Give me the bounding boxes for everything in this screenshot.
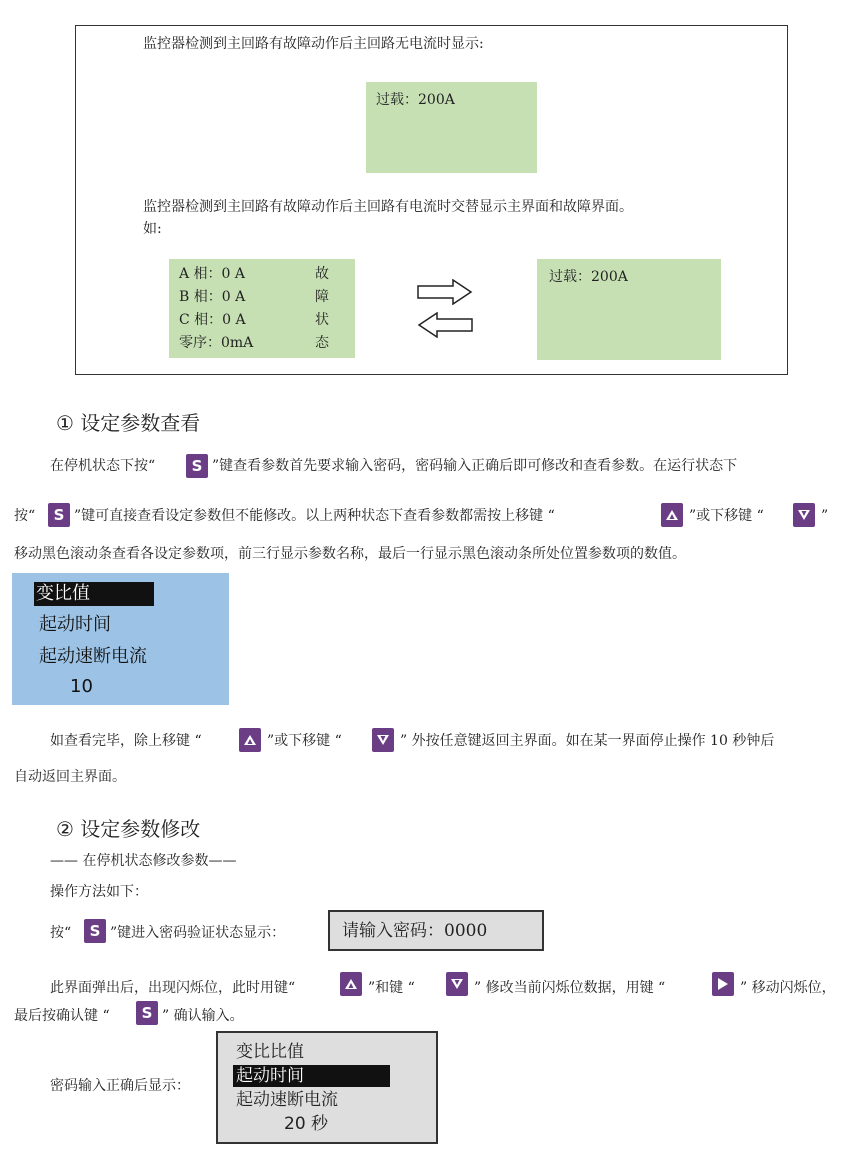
down-key-icon bbox=[793, 503, 815, 527]
s-key-icon: S bbox=[186, 454, 208, 478]
password-prompt-text: 请输入密码：0000 bbox=[342, 921, 488, 941]
lcd-row-2: 起动时间 bbox=[39, 614, 111, 635]
password-prompt-box bbox=[328, 910, 544, 951]
lcd-password-ok bbox=[216, 1031, 438, 1144]
lcd-no-current bbox=[366, 82, 537, 173]
s1-p3: 移动黑色滚动条查看各设定参数项，前三行显示参数名称，最后一行显示黑色滚动条所处位置参数项的数值。 bbox=[14, 546, 686, 562]
main-row-zero-label: 零序：0mA bbox=[179, 335, 254, 351]
top-line-1: 监控器检测到主回路有故障动作后主回路无电流时显示: bbox=[143, 36, 484, 52]
lcd-no-current-text: 过载：200A bbox=[376, 92, 455, 108]
top-line-3: 如: bbox=[143, 221, 162, 237]
main-row-zero-status: 态 bbox=[315, 335, 329, 351]
lcd2-row-1: 变比比值 bbox=[236, 1042, 304, 1062]
s-key-icon: S bbox=[136, 1001, 158, 1025]
s1-p2-c: ”或下移键 “ bbox=[689, 508, 764, 524]
up-key-icon bbox=[340, 972, 362, 996]
s2-p3-d: ” 移动闪烁位， bbox=[740, 980, 836, 996]
s1-p5: 自动返回主界面。 bbox=[14, 769, 126, 785]
section1-heading: ① 设定参数查看 bbox=[56, 411, 201, 435]
lcd2-row-selected: 起动时间 bbox=[233, 1065, 390, 1087]
up-key-icon bbox=[661, 503, 683, 527]
s2-p2-b: ”键进入密码验证状态显示： bbox=[110, 925, 286, 941]
main-row-b-label: B 相：0 A bbox=[179, 289, 246, 305]
s2-p3-a: 此界面弹出后，出现闪烁位，此时用键“ bbox=[50, 980, 296, 996]
s-key-icon: S bbox=[84, 919, 106, 943]
s2-p2-a: 按“ bbox=[50, 925, 72, 941]
lcd-row-selected: 变比值 bbox=[34, 582, 154, 606]
right-key-icon bbox=[712, 972, 734, 996]
main-row-c-status: 状 bbox=[315, 312, 329, 328]
s1-p1-b: ”键查看参数首先要求输入密码，密码输入正确后即可修改和查看参数。在运行状态下 bbox=[212, 458, 738, 474]
s1-p1-a: 在停机状态下按“ bbox=[50, 458, 156, 474]
main-row-b-status: 障 bbox=[315, 289, 329, 305]
s2-subheading: —— 在停机状态修改参数—— bbox=[50, 853, 237, 869]
arrow-right-icon bbox=[417, 279, 473, 305]
s1-p2-b: ”键可直接查看设定参数但不能修改。以上两种状态下查看参数都需按上移键 “ bbox=[74, 508, 555, 524]
s2-p3-c: ” 修改当前闪烁位数据，用键 “ bbox=[474, 980, 666, 996]
s2-p5: 密码输入正确后显示： bbox=[50, 1078, 190, 1094]
lcd-main-screen bbox=[169, 259, 355, 358]
down-key-icon bbox=[372, 728, 394, 752]
main-row-a-label: A 相：0 A bbox=[179, 266, 246, 282]
s2-p1: 操作方法如下： bbox=[50, 884, 148, 900]
section2-heading: ② 设定参数修改 bbox=[56, 817, 201, 841]
arrow-left-icon bbox=[417, 312, 473, 338]
s2-p4-a: 最后按确认键 “ bbox=[14, 1008, 110, 1024]
s1-p2-d: ” bbox=[821, 508, 829, 524]
lcd2-row-3: 起动速断电流 bbox=[236, 1090, 338, 1110]
s-key-icon: S bbox=[48, 503, 70, 527]
main-row-a-status: 故 bbox=[315, 266, 329, 282]
top-line-2: 监控器检测到主回路有故障动作后主回路有电流时交替显示主界面和故障界面。 bbox=[143, 199, 633, 215]
s1-p4-b: ”或下移键 “ bbox=[267, 733, 342, 749]
lcd-row-3: 起动速断电流 bbox=[39, 646, 147, 667]
up-key-icon bbox=[239, 728, 261, 752]
lcd-fault-text: 过载：200A bbox=[549, 269, 628, 285]
lcd-value: 10 bbox=[70, 676, 93, 697]
s1-p2-a: 按“ bbox=[14, 508, 36, 524]
s1-p4-c: ” 外按任意键返回主界面。如在某一界面停止操作 10 秒钟后 bbox=[400, 733, 775, 749]
s1-p4-a: 如查看完毕，除上移键 “ bbox=[50, 733, 202, 749]
lcd-param-view bbox=[12, 573, 229, 705]
down-key-icon bbox=[446, 972, 468, 996]
lcd-fault-screen bbox=[537, 259, 721, 360]
lcd2-value: 20 秒 bbox=[284, 1114, 329, 1134]
main-row-c-label: C 相：0 A bbox=[179, 312, 246, 328]
s2-p3-b: ”和键 “ bbox=[368, 980, 415, 996]
s2-p4-b: ” 确认输入。 bbox=[162, 1008, 244, 1024]
